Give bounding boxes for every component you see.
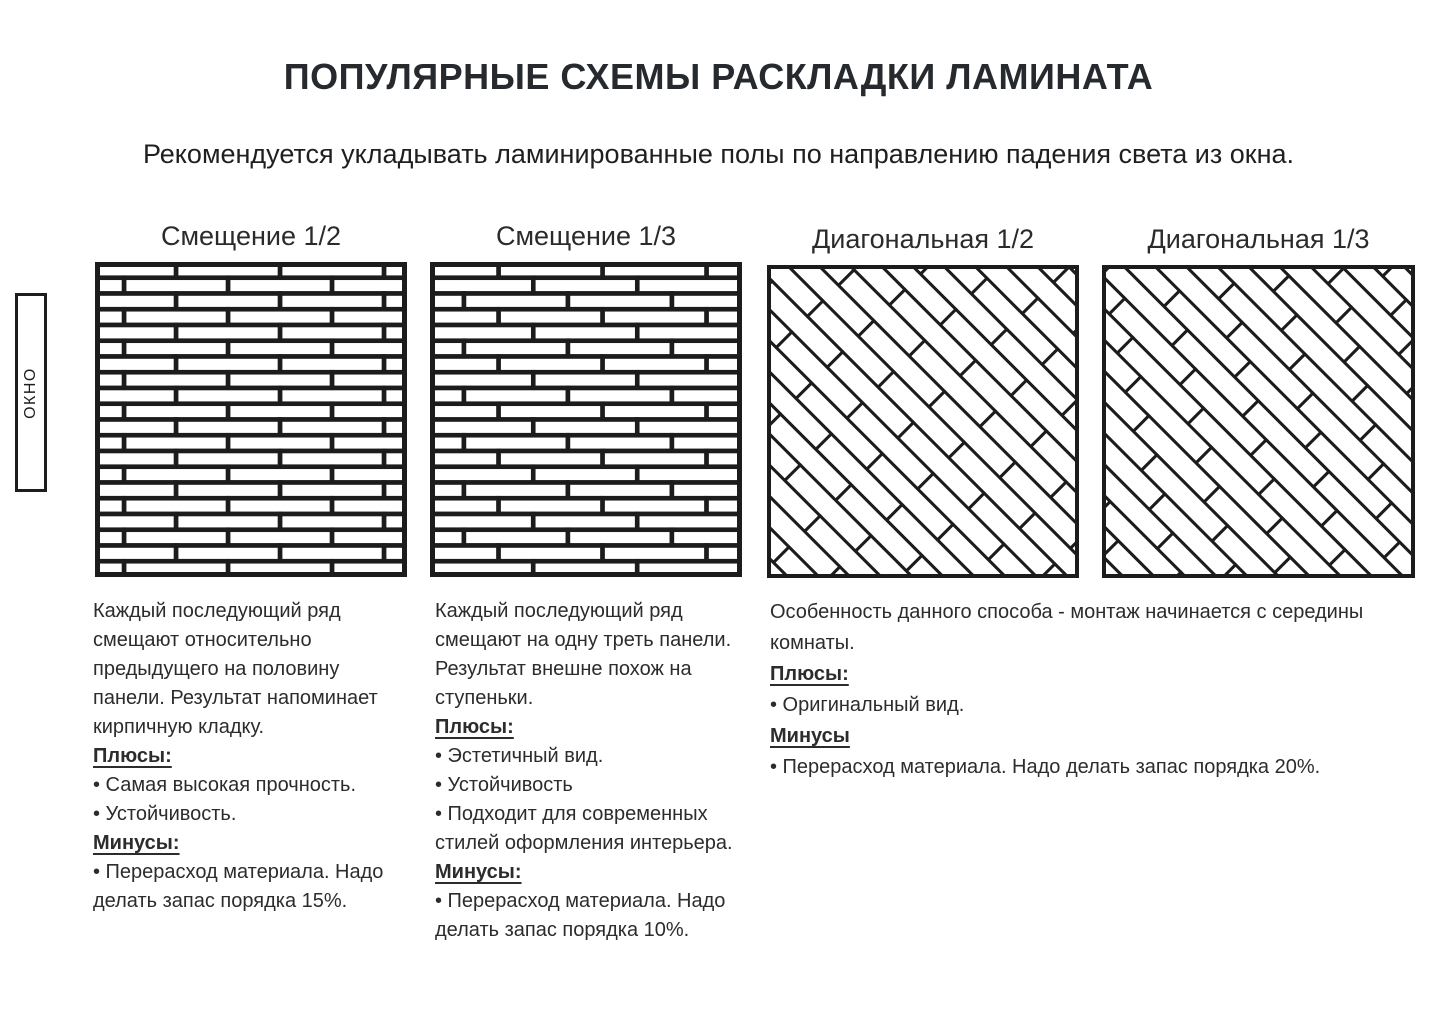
scheme-diagram-offset-half (95, 262, 407, 577)
pros-item: • Самая высокая прочность. (93, 774, 357, 796)
cons-item: • Перерасход материала. Надо делать запас порядка 10%. (435, 890, 726, 941)
notes-offset-half (93, 597, 393, 916)
scheme-diagram-offset-third (430, 262, 742, 577)
pros-heading: Плюсы: (770, 663, 849, 685)
scheme-diagram-diagonal-third (1102, 265, 1415, 578)
pros-heading: Плюсы: (435, 716, 514, 738)
pros-item: • Подходит для современных стилей оформления интерьера. (435, 803, 733, 854)
pros-item: • Устойчивость (435, 774, 573, 796)
window-label: ОКНО (22, 366, 40, 419)
notes-offset-third (435, 597, 765, 945)
cons-heading: Минусы: (93, 832, 180, 854)
page-subtitle: Рекомендуется укладывать ламинированные полы по направлению падения света из окна. (142, 139, 1295, 169)
pros-item: • Оригинальный вид. (770, 694, 965, 716)
notes-diagonal (770, 597, 1420, 783)
scheme-description: Каждый последующий ряд смещают относительно предыдущего на половину панели. Результат напоминает кирпичную кладку. (93, 600, 378, 738)
scheme-label-offset-third: Смещение 1/3 (495, 221, 677, 251)
cons-item: • Перерасход материала. Надо делать запас порядка 20%. (770, 756, 1321, 778)
scheme-label-diagonal-half: Диагональная 1/2 (812, 224, 1034, 254)
scheme-diagonal-half (767, 219, 1079, 578)
scheme-label-offset-half: Смещение 1/2 (160, 221, 342, 251)
cons-item: • Перерасход материала. Надо делать запас порядка 15%. (93, 861, 384, 912)
page-title: ПОПУЛЯРНЫЕ СХЕМЫ РАСКЛАДКИ ЛАМИНАТА (283, 56, 1154, 97)
scheme-diagonal-third (1102, 219, 1415, 578)
pros-heading: Плюсы: (93, 745, 172, 767)
scheme-offset-third (430, 216, 742, 577)
window-marker (15, 293, 47, 492)
scheme-description: Каждый последующий ряд смещают на одну треть панели. Результат внешне похож на ступеньки. (435, 600, 732, 709)
scheme-label-diagonal-third: Диагональная 1/3 (1147, 224, 1370, 254)
scheme-offset-half (95, 216, 407, 577)
pros-item: • Эстетичный вид. (435, 745, 604, 767)
cons-heading: Минусы (770, 725, 850, 747)
scheme-diagram-diagonal-half (767, 265, 1079, 578)
scheme-description: Особенность данного способа - монтаж начинается с середины комнаты. (770, 601, 1364, 654)
pros-item: • Устойчивость. (93, 803, 237, 825)
cons-heading: Минусы: (435, 861, 522, 883)
